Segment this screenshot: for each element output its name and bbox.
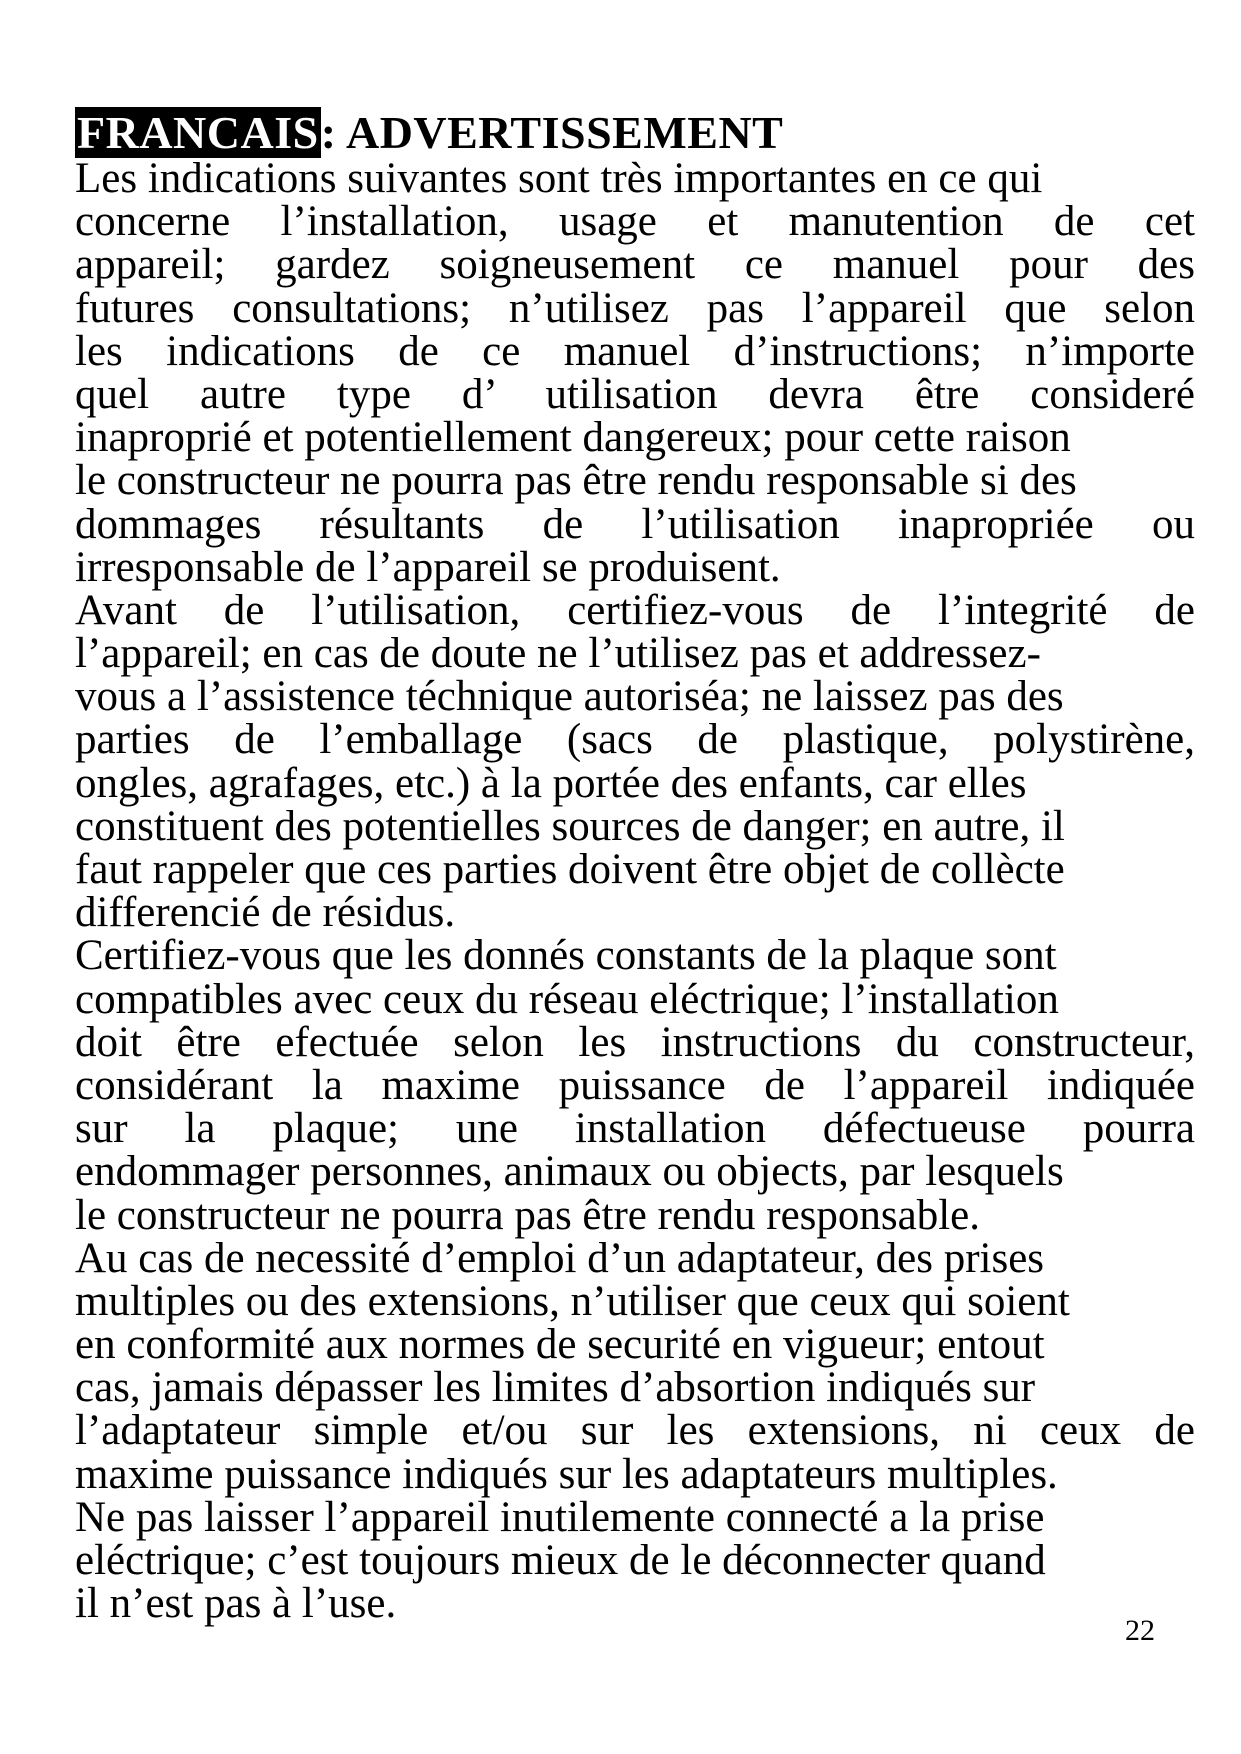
text-line: Les indications suivantes sont très importantes en ce qui [75, 155, 1043, 202]
text-line: cas, jamais dépasser les limites d’absortion indiqués sur [75, 1364, 1036, 1412]
text-line: les indications de ce manuel d’instructions; n’importe [75, 327, 1195, 375]
heading-title: : ADVERTISSEMENT [320, 107, 784, 158]
text-line: doit être efectuée selon les instructions du constructeur, [75, 1018, 1195, 1066]
page-heading [75, 108, 783, 158]
text-line: quel autre type d’ utilisation devra être consideré [75, 370, 1195, 418]
text-line: inaproprié et potentiellement dangereux; pour cette raison [75, 414, 1071, 462]
text-line: Au cas de necessité d’emploi d’un adaptateur, des prises [75, 1234, 1045, 1282]
text-line: considérant la maxime puissance de l’appareil indiquée [75, 1061, 1195, 1109]
text-line: l’appareil; en cas de doute ne l’utilisez pas et addressez- [75, 630, 1041, 678]
text-line: eléctrique; c’est toujours mieux de le déconnecter quand [75, 1537, 1046, 1584]
text-line: compatibles avec ceux du réseau eléctrique; l’installation [75, 975, 1059, 1023]
text-line: multiples ou des extensions, n’utiliser que ceux qui soient [75, 1277, 1070, 1325]
language-label: FRANCAIS [77, 107, 319, 158]
text-line: differencié de résidus. [75, 889, 456, 937]
text-line: appareil; gardez soigneusement ce manuel pour des [75, 241, 1195, 289]
text-line: maxime puissance indiqués sur les adaptateurs multiples. [75, 1450, 1058, 1498]
text-line: Ne pas laisser l’appareil inutilemente connecté a la prise [75, 1493, 1045, 1541]
text-line: irresponsable de l’appareil se produisent. [75, 543, 781, 591]
page-number: 22 [1125, 1614, 1155, 1647]
text-line: ongles, agrafages, etc.) à la portée des enfants, car elles [75, 759, 1027, 807]
text-line: faut rappeler que ces parties doivent être objet de collècte [75, 846, 1065, 893]
text-line: parties de l’emballage (sacs de plastique, polystirène, [75, 716, 1195, 764]
text-line: en conformité aux normes de securité en vigueur; entout [75, 1321, 1045, 1369]
text-line: l’adaptateur simple et/ou sur les extensions, ni ceux de [75, 1407, 1195, 1455]
text-line: Avant de l’utilisation, certifiez-vous de l’integrité de [75, 586, 1195, 634]
text-line: le constructeur ne pourra pas être rendu responsable si des [75, 457, 1077, 505]
text-line: endommager personnes, animaux ou objects, par lesquels [75, 1148, 1064, 1196]
text-line: constituent des potentielles sources de danger; en autre, il [75, 802, 1065, 850]
text-line: dommages résultants de l’utilisation inapropriée ou [75, 500, 1195, 548]
text-line: futures consultations; n’utilisez pas l’appareil que selon [75, 284, 1195, 332]
text-line: Certifiez-vous que les donnés constants de la plaque sont [75, 932, 1057, 980]
text-line: vous a l’assistence téchnique autoriséa; ne laissez pas des [75, 673, 1064, 721]
text-line: sur la plaque; une installation défectueuse pourra [75, 1105, 1195, 1153]
text-line: concerne l’installation, usage et manutention de cet [75, 198, 1195, 246]
text-line: il n’est pas à l’use. [75, 1580, 397, 1628]
text-line: le constructeur ne pourra pas être rendu responsable. [75, 1191, 981, 1239]
warning-text [75, 155, 1195, 1628]
